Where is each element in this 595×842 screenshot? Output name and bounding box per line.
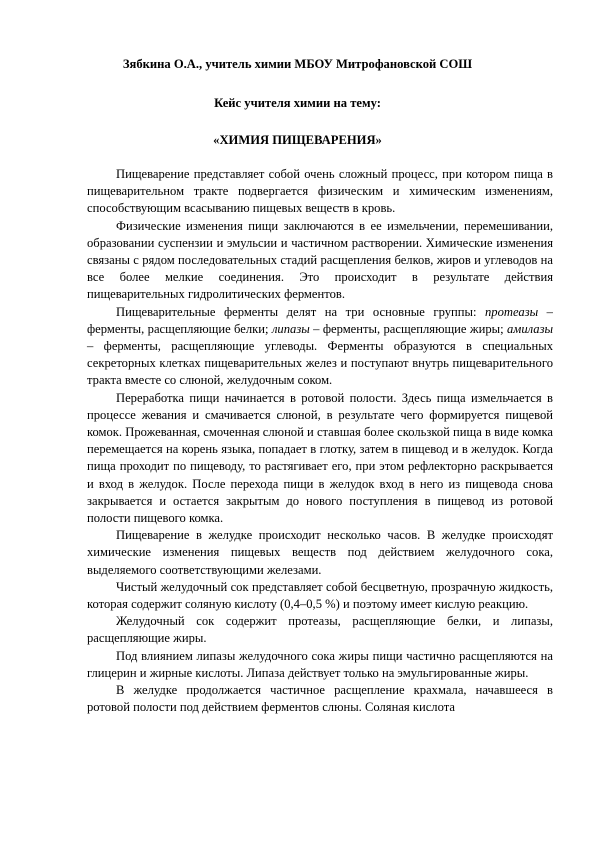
paragraph-enzyme-groups	[87, 304, 553, 390]
text-run: Пищеварительные ферменты делят на три основные группы:	[116, 304, 485, 319]
term-proteases: протеазы	[484, 304, 539, 319]
document-title: «ХИМИЯ ПИЩЕВАРЕНИЯ»	[213, 133, 382, 147]
term-amylases: амилазы	[507, 321, 554, 336]
paragraph-gastric-enzymes: Желудочный сок содержит протеазы, расщепляющие белки, и липазы, расщепляющие жиры.	[87, 614, 553, 646]
case-title: Кейс учителя химии на тему:	[214, 96, 381, 110]
paragraph-lipase-action: Под влиянием липазы желудочного сока жиры пищи частично расщепляются на глицерин и жирные кислоты. Липаза действует только на эмульгированные жиры.	[87, 648, 553, 680]
text-run: – ферменты, расщепляющие жиры;	[309, 321, 507, 336]
text-run: – ферменты, расщепляющие белки;	[87, 304, 553, 336]
paragraph-physical-changes: Физические изменения пищи заключаются в ее измельчении, перемешивании, образовании суспензии и эмульсии и частичном растворении. Химические изменения связаны с рядом последовательных стадий расщепления белков, жиров и углеводов на все более мелкие соединения. Это происходит в результате действия пищеварительных гидролитических ферментов.	[87, 218, 553, 302]
body-text	[87, 166, 553, 717]
paragraph-oral-cavity: Переработка пищи начинается в ротовой полости. Здесь пища измельчается в процессе жевания и смачивается слюной, в результате чего формируется пищевой комок. Прожеванная, смоченная слюной и ставшая более скользкой пища в виде комка перемещается на корень языка, попадает в глотку, затем в пищевод и в желудок. Когда пища проходит по пищеводу, то растягивает его, при этом рефлекторно раскрывается и вход в желудок. После перехода пищи в желудок вход в него из пищевода снова закрывается и остается закрытым до нового поступления в пищевод из ротовой полости пищевого комка.	[87, 390, 553, 526]
author-line: Зябкина О.А., учитель химии МБОУ Митрофановской СОШ	[122, 57, 473, 71]
paragraph-gastric-juice: Чистый желудочный сок представляет собой бесцветную, прозрачную жидкость, которая содержит соляную кислоту (0,4–0,5 %) и поэтому имеет кислую реакцию.	[87, 579, 553, 612]
paragraph-digestion-intro: Пищеварение представляет собой очень сложный процесс, при котором пища в пищеварительном тракте подвергается физическим и химическим изменениям, способствующим всасыванию пищевых веществ в кровь.	[87, 167, 553, 216]
paragraph-stomach-digestion: Пищеварение в желудке происходит несколько часов. В желудке происходят химические изменения пищевых веществ под действием желудочного сока, выделяемого соответствующими железами.	[87, 528, 553, 577]
paragraph-starch-breakdown: В желудке продолжается частичное расщепление крахмала, начавшееся в ротовой полости под действием ферментов слюны. Соляная кислота	[87, 683, 553, 715]
term-lipases: липазы	[271, 321, 310, 336]
text-run: – ферменты, расщепляющие углеводы. Ферменты образуются в специальных секреторных клетках пищеварительных желез и поступают внутрь пищеварительного тракта вместе со слюной, желудочным соком.	[87, 339, 553, 388]
